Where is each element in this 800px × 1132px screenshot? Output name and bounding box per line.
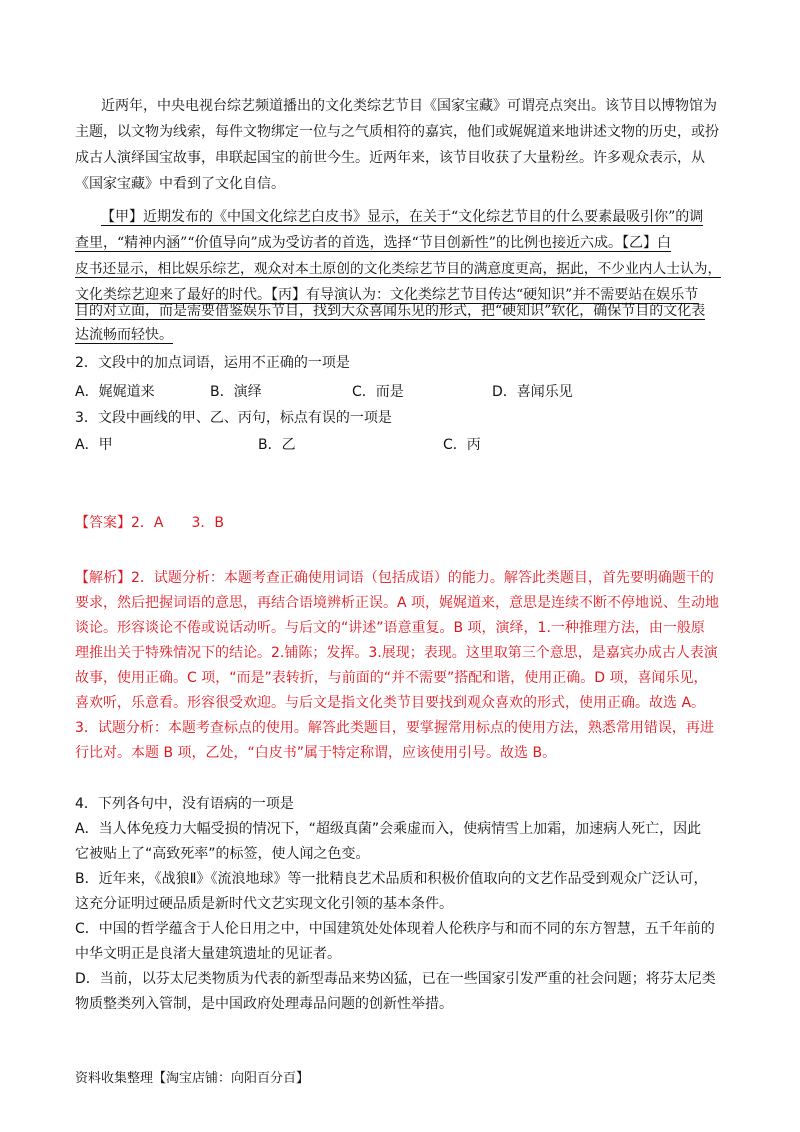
passage-p2-line1-text: 【甲】近期发布的《中国文化综艺白皮书》显示，在关于“文化综艺节目的什么要素最吸引你”的调 xyxy=(101,209,704,225)
q4-option-a-line2: 它被贴上了“高致死率”的标签，使人闻之色变。 xyxy=(75,846,370,862)
q4-option-c-line1: C．中国的哲学蕴含于人伦日用之中，中国建筑处处体现着人伦秩序与和而不同的东方智慧，五千年前的 xyxy=(75,921,715,937)
analysis-line8: 行比对。本题 B 项，乙处，“白皮书”属于特定称谓，应该使用引号。故选 B。 xyxy=(75,745,557,761)
q3-stem: 3．文段中画线的甲、乙、丙句，标点有误的一项是 xyxy=(75,410,392,426)
q2-option-a: A．娓娓道来 xyxy=(75,384,155,400)
passage-p2-line4-text: 文化类综艺迎来了最好的时代。【丙】有导演认为：文化类综艺节目传达“硬知识”并不需要站在娱乐节 xyxy=(75,287,699,303)
analysis-line4: 理推出关于特殊情况下的结论。2.铺陈；发挥。3.展现；表现。这里取第三个意思，是嘉宾办成古人表演 xyxy=(75,645,718,661)
analysis-line6: 喜欢听，乐意看。形容很受欢迎。与后文是指文化类节目要找到观众喜欢的形式，使用正确。故选 A。 xyxy=(75,695,706,711)
passage-p2-line5 xyxy=(75,300,705,322)
answer-block xyxy=(75,512,224,534)
q3-option-c: C．丙 xyxy=(443,437,481,453)
q4-option-d-line1: D．当前，以芬太尼类物质为代表的新型毒品来势凶猛，已在一些国家引发严重的社会问题；将芬太尼类 xyxy=(75,971,716,987)
q3-option-b: B．乙 xyxy=(258,437,296,453)
answer-label: 【答案】 xyxy=(75,515,131,531)
analysis-line1 xyxy=(75,567,714,589)
q2-stem: 2．文段中的加点词语，运用不正确的一项是 xyxy=(75,355,350,371)
passage-p2-line3 xyxy=(75,258,721,280)
analysis-line1-text: 2．试题分析：本题考查正确使用词语（包括成语）的能力。解答此类题目，首先要明确题干的 xyxy=(131,570,714,586)
q4-option-c-line2: 中华文明正是良渚大量建筑遗址的见证者。 xyxy=(75,946,341,962)
analysis-line3: 谈论。形容谈论不倦或说话动听。与后文的“讲述”语意重复。B 项，演绎，1.一种推理方法，由一般原 xyxy=(75,620,705,636)
passage-p2-line2 xyxy=(75,232,671,254)
passage-p1-line2: 主题，以文物为线索，每件文物绑定一位与之气质相符的嘉宾，他们或娓娓道来地讲述文物的历史，或扮 xyxy=(75,124,719,140)
q4-option-b-line1: B．近年来，《战狼Ⅱ》《流浪地球》等一批精良艺术品质和积极价值取向的文艺作品受到观众广泛认可， xyxy=(75,871,708,887)
passage-p2-line3-text: 皮书还显示，相比娱乐综艺，观众对本土原创的文化类综艺节目的满意度更高，据此，不少业内人士认为， xyxy=(75,261,722,277)
q4-option-d-line2: 物质整类列入管制，是中国政府处理毒品问题的创新性举措。 xyxy=(75,996,453,1012)
passage-p2-line5-text: 目的对立面，而是需要借鉴娱乐节目，找到大众喜闻乐见的形式，把“硬知识”软化，确保节目的文化表 xyxy=(75,303,706,319)
passage-p1-line3: 成古人演绎国宝故事，串联起国宝的前世今生。近两年来，该节目收获了大量粉丝。许多观众表示，从 xyxy=(75,150,705,166)
q4-option-b-line2: 这充分证明过硬品质是新时代文艺实现文化引领的基本条件。 xyxy=(75,896,453,912)
analysis-line7: 3．试题分析：本题考查标点的使用。解答此类题目，要掌握常用标点的使用方法，熟悉常用错误，再进 xyxy=(75,720,714,736)
passage-p2-line6 xyxy=(75,324,173,346)
q4-option-a-line1: A．当人体免疫力大幅受损的情况下，“超级真菌”会乘虚而入，使病情雪上加霜，加速病人死亡，因此 xyxy=(75,821,702,837)
passage-p2-line6-text: 达流畅而轻快。 xyxy=(75,327,173,343)
footer-source: 资料收集整理【淘宝店铺：向阳百分百】 xyxy=(75,1071,310,1086)
passage-p2-line1 xyxy=(101,206,703,228)
q4-stem: 4．下列各句中，没有语病的一项是 xyxy=(75,796,294,812)
q2-option-c: C．而是 xyxy=(352,384,404,400)
passage-p1-line1: 近两年，中央电视台综艺频道播出的文化类综艺节目《国家宝藏》可谓亮点突出。该节目以博物馆为 xyxy=(101,98,717,114)
q2-option-b: B．演绎 xyxy=(210,384,262,400)
analysis-line5: 故事，使用正确。C 项，“而是”表转折，与前面的“并不需要”搭配和谐，使用正确。D 项，喜闻乐见， xyxy=(75,670,708,686)
passage-p1-line4: 《国家宝藏》中看到了文化自信。 xyxy=(75,176,285,192)
passage-p2-line2-text: 查里，“精神内涵”“价值导向”成为受访者的首选，选择“节目创新性”的比例也接近六成。【乙】白 xyxy=(75,235,671,251)
answer-text: 2．A 3．B xyxy=(131,515,224,531)
analysis-line2: 要求，然后把握词语的意思，再结合语境辨析正误。A 项，娓娓道来，意思是连续不断不停地说、生动地 xyxy=(75,595,720,611)
analysis-label: 【解析】 xyxy=(75,570,131,586)
q3-option-a: A．甲 xyxy=(75,437,113,453)
q2-option-d: D．喜闻乐见 xyxy=(492,384,573,400)
